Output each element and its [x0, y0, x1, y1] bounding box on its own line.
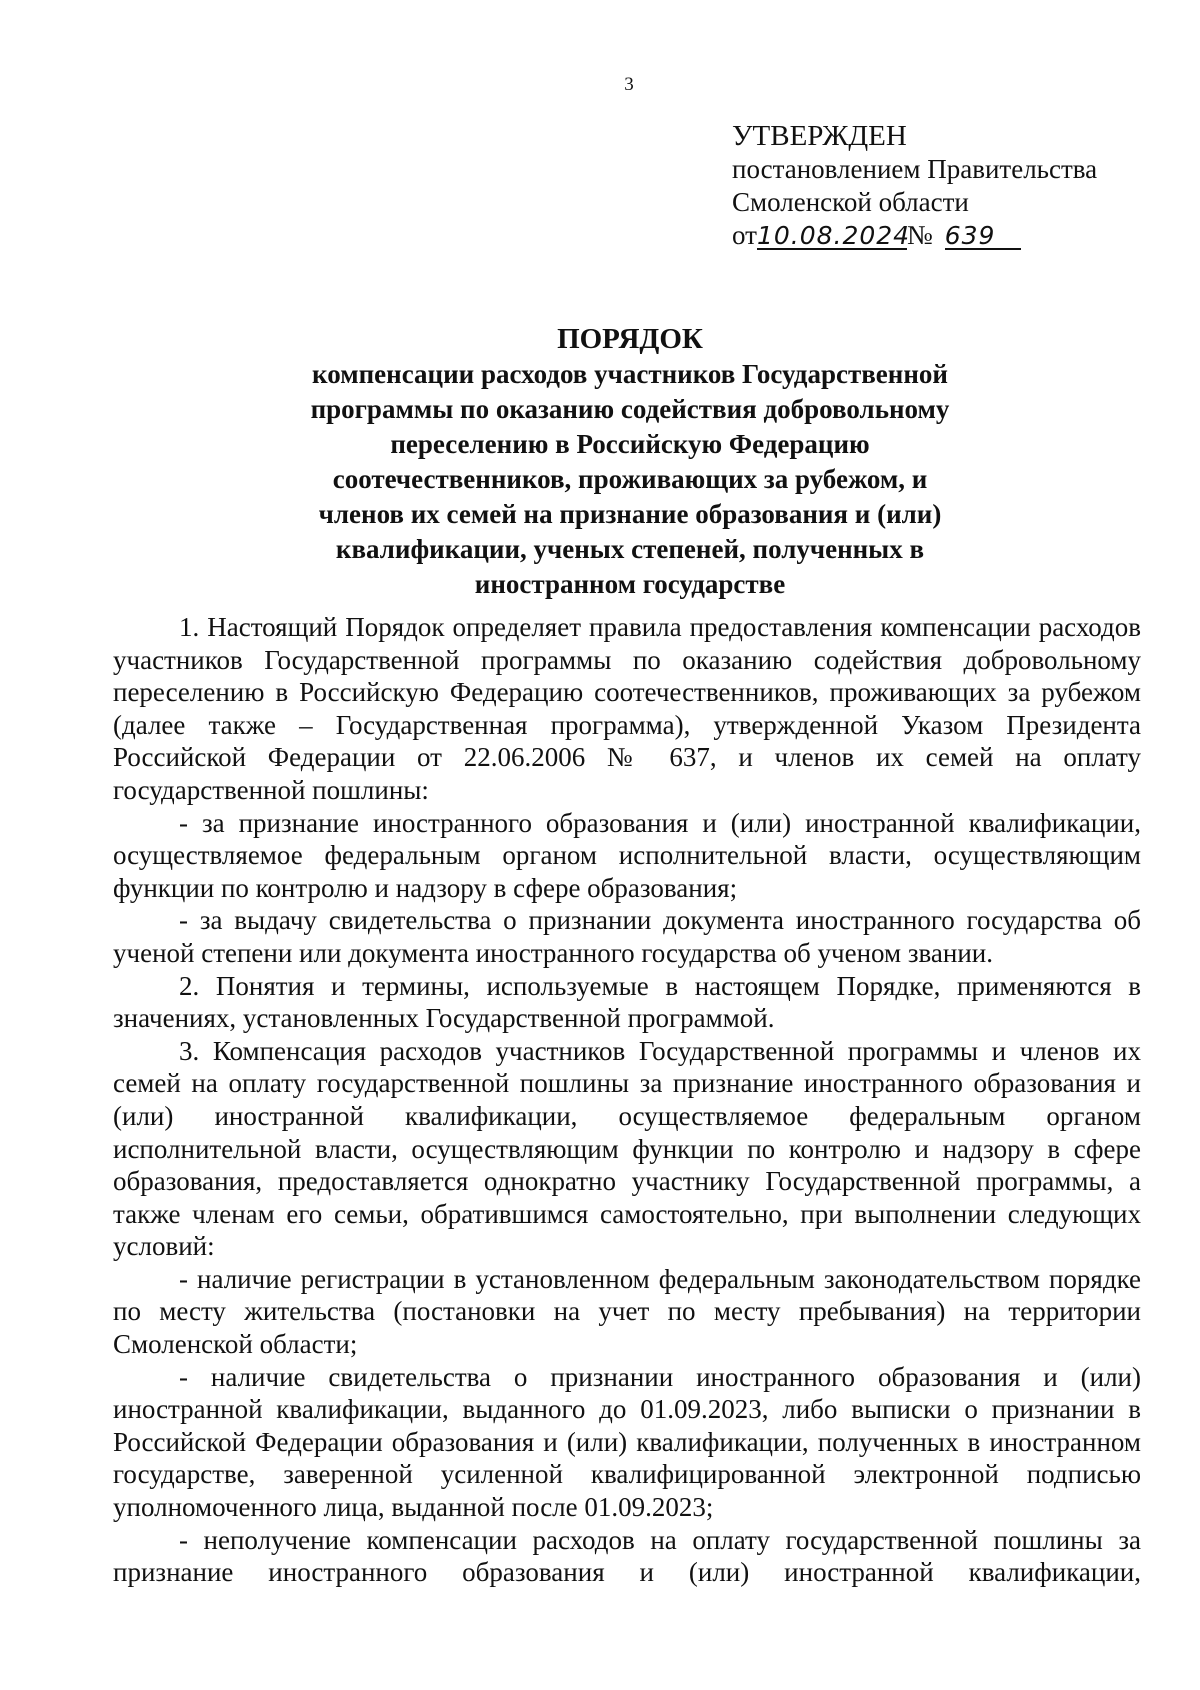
approval-line-decree: постановлением Правительства: [732, 154, 1098, 184]
list-item-degree-certificate: - за выдачу свидетельства о признании документа иностранного государства об ученой степени или документа иностранного государства об ученом звании.: [113, 905, 1141, 968]
title-line: иностранном государстве: [474, 569, 786, 599]
paragraph-3: 3. Компенсация расходов участников Государственной программы и членов их семей на оплату государственной пошлины за признание иностранного образования и (или) иностранной квалификации, осуществляемое федеральным органом исполнительной власти, осуществляющим функции по контролю и надзору в сфере образования, предоставляется однократно участнику Государственной программы, а также членам его семьи, обратившимся самостоятельно, при выполнении следующих условий:: [113, 1035, 1141, 1262]
title-line: переселению в Российскую Федерацию: [390, 429, 870, 459]
handwritten-number: 639: [945, 224, 1021, 250]
approval-heading: УТВЕРЖДЕН: [732, 120, 907, 152]
title-line: программы по оказанию содействия добровольному: [310, 394, 950, 424]
document-body: [113, 611, 1141, 1589]
list-item-registration: - наличие регистрации в установленном федеральным законодательством порядке по месту жительства (постановки на учет по месту пребывания) на территории Смоленской области;: [113, 1263, 1141, 1360]
title-line: квалификации, ученых степеней, полученных в: [335, 534, 925, 564]
title-line: членов их семей на признание образования и (или): [318, 499, 942, 529]
approval-line-region: Смоленской области: [732, 187, 969, 217]
paragraph-1: 1. Настоящий Порядок определяет правила предоставления компенсации расходов участников Государственной программы по оказанию содействия добровольному переселению в Российскую Федерацию соотечественников, проживающих за рубежом (далее также – Государственная программа), утвержденной Указом Президента Российской Федерации от 22.06.2006 № 637, и членов их семей на оплату государственной пошлины:: [113, 612, 1141, 805]
handwritten-date: 10.08.2024: [756, 221, 911, 250]
approval-date-prefix: от: [732, 220, 757, 250]
paragraph-2: 2. Понятия и термины, используемые в настоящем Порядке, применяются в значениях, установленных Государственной программой.: [113, 970, 1141, 1034]
approval-stamp: [732, 120, 1097, 252]
approval-date-line: [732, 219, 1097, 252]
page-number: 3: [624, 74, 634, 95]
approval-number-sign: №: [906, 220, 933, 250]
document-heading: ПОРЯДОК: [557, 323, 703, 355]
list-item-no-compensation: - неполучение компенсации расходов на оплату государственной пошлины за признание иностранного образования и (или) иностранной квалификации,: [113, 1524, 1141, 1588]
document-title-block: [200, 322, 1060, 602]
list-item-certificate: - наличие свидетельства о признании иностранного образования и (или) иностранной квалификации, выданного до 01.09.2023, либо выписки о признании в Российской Федерации образования и (или) квалификации, полученных в иностранном государстве, заверенной усиленной квалифицированной электронной подписью уполномоченного лица, выданной после 01.09.2023;: [113, 1361, 1141, 1523]
list-item-education-recognition: - за признание иностранного образования и (или) иностранной квалификации, осуществляемое федеральным органом исполнительной власти, осуществляющим функции по контролю и надзору в сфере образования;: [113, 807, 1141, 903]
title-line: соотечественников, проживающих за рубежом, и: [332, 464, 928, 494]
title-line: компенсации расходов участников Государственной: [312, 359, 948, 389]
